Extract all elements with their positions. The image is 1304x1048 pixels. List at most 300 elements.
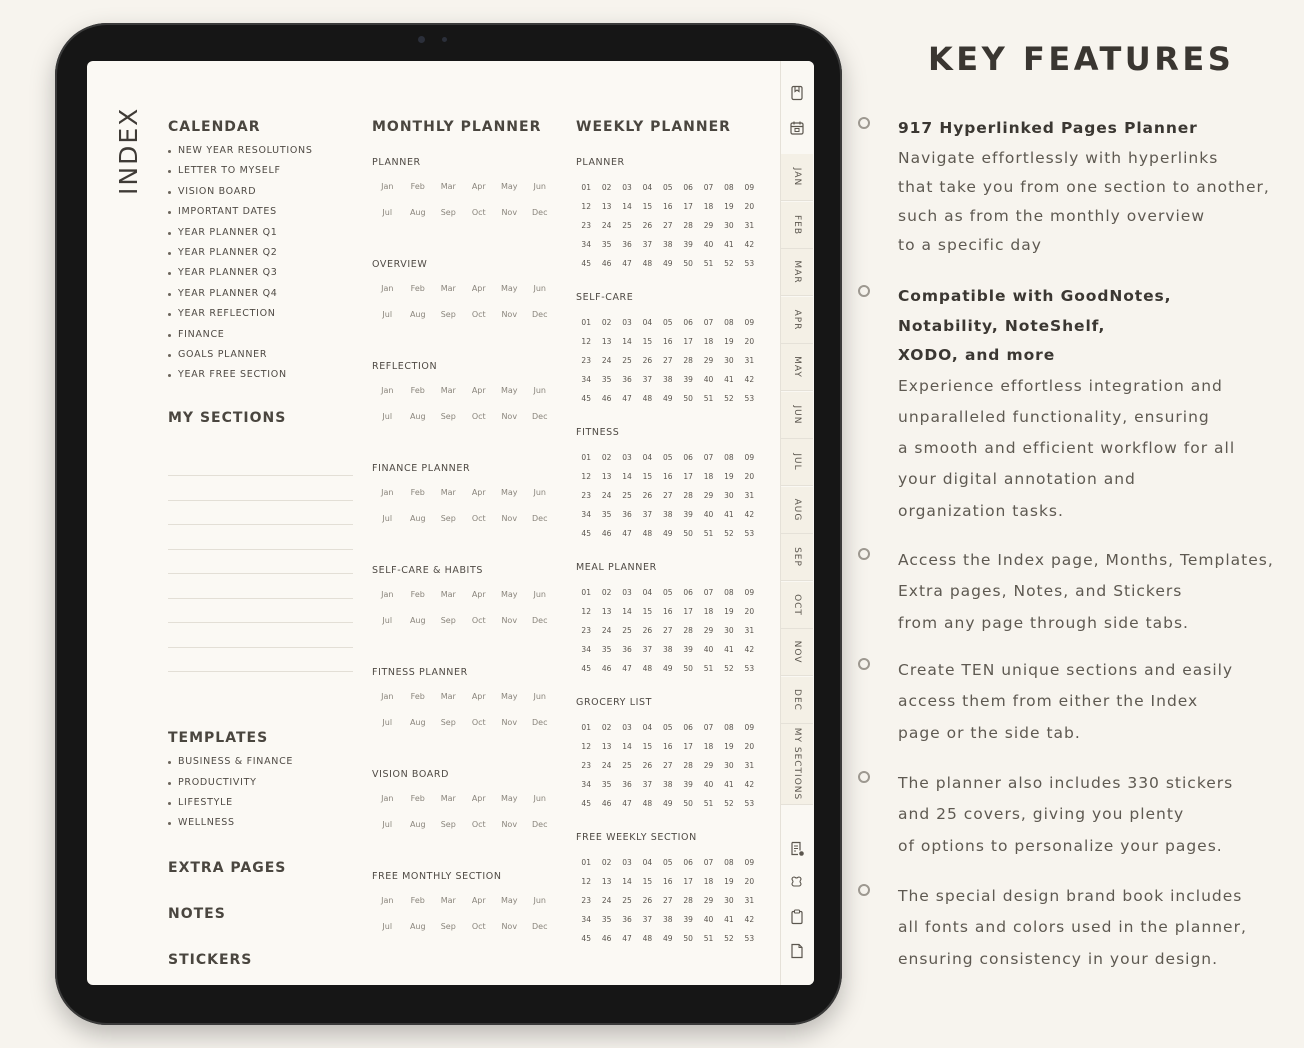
week-link[interactable]: 05 [662, 318, 673, 327]
week-link[interactable]: 28 [683, 896, 693, 905]
week-link[interactable]: 51 [703, 259, 714, 268]
week-link[interactable]: 18 [703, 607, 714, 616]
week-link[interactable]: 15 [642, 337, 653, 346]
calendar-item[interactable]: YEAR PLANNER Q3 [168, 263, 353, 283]
week-link[interactable]: 02 [601, 858, 612, 867]
month-link[interactable]: Mar [440, 590, 456, 599]
week-link[interactable]: 02 [601, 183, 612, 192]
week-link[interactable]: 47 [622, 529, 632, 538]
week-link[interactable]: 08 [724, 588, 734, 597]
week-link[interactable]: 30 [724, 491, 734, 500]
week-link[interactable]: 30 [724, 221, 734, 230]
week-link[interactable]: 34 [581, 780, 591, 789]
month-link[interactable]: Feb [410, 284, 425, 293]
week-link[interactable]: 06 [683, 453, 693, 462]
month-link[interactable]: Apr [471, 182, 486, 191]
week-link[interactable]: 19 [724, 337, 734, 346]
weekly-block-label[interactable]: GROCERY LIST [576, 697, 653, 708]
monthly-planner-heading[interactable]: MONTHLY PLANNER [372, 119, 542, 135]
week-link[interactable]: 31 [744, 491, 755, 500]
week-link[interactable]: 09 [744, 723, 755, 732]
week-link[interactable]: 01 [581, 858, 591, 867]
month-link[interactable]: May [500, 590, 518, 599]
month-link[interactable]: Nov [501, 718, 518, 727]
week-link[interactable]: 36 [622, 915, 632, 924]
week-link[interactable]: 04 [642, 183, 653, 192]
month-link[interactable]: Oct [471, 718, 486, 727]
week-link[interactable]: 23 [581, 491, 591, 500]
week-link[interactable]: 31 [744, 356, 755, 365]
week-link[interactable]: 06 [683, 858, 693, 867]
week-link[interactable]: 16 [662, 607, 673, 616]
week-link[interactable]: 52 [724, 934, 734, 943]
week-link[interactable]: 24 [601, 356, 612, 365]
month-link[interactable]: Sep [440, 718, 456, 727]
week-link[interactable]: 23 [581, 626, 591, 635]
week-link[interactable]: 46 [601, 664, 612, 673]
month-link[interactable]: May [500, 794, 518, 803]
week-link[interactable]: 06 [683, 723, 693, 732]
week-link[interactable]: 08 [724, 183, 734, 192]
week-link[interactable]: 30 [724, 761, 734, 770]
week-link[interactable]: 07 [703, 318, 714, 327]
week-link[interactable]: 53 [744, 664, 755, 673]
month-link[interactable]: Sep [440, 922, 456, 931]
template-item[interactable]: LIFESTYLE [168, 793, 353, 813]
month-link[interactable]: Jun [533, 284, 546, 293]
week-link[interactable]: 07 [703, 183, 714, 192]
week-link[interactable]: 38 [662, 780, 673, 789]
calendar-item[interactable]: YEAR FREE SECTION [168, 365, 353, 385]
week-link[interactable]: 41 [724, 915, 734, 924]
side-tab[interactable] [781, 154, 813, 201]
week-link[interactable]: 52 [724, 529, 734, 538]
week-link[interactable]: 30 [724, 356, 734, 365]
week-link[interactable]: 25 [622, 491, 632, 500]
side-tab[interactable] [781, 724, 813, 805]
stickers-link[interactable]: STICKERS [168, 951, 253, 968]
month-link[interactable]: Oct [471, 208, 486, 217]
month-link[interactable]: Dec [532, 820, 548, 829]
clipboard-icon[interactable] [789, 909, 805, 925]
week-link[interactable]: 12 [581, 337, 591, 346]
section-line[interactable] [168, 648, 353, 673]
week-link[interactable]: 25 [622, 896, 632, 905]
month-link[interactable]: Aug [409, 718, 426, 727]
week-link[interactable]: 40 [703, 645, 714, 654]
week-link[interactable]: 13 [601, 337, 612, 346]
month-link[interactable]: Mar [440, 692, 456, 701]
template-item[interactable]: PRODUCTIVITY [168, 773, 353, 793]
week-link[interactable]: 03 [622, 588, 632, 597]
week-link[interactable]: 40 [703, 510, 714, 519]
month-link[interactable]: May [500, 182, 518, 191]
week-link[interactable]: 05 [662, 858, 673, 867]
month-link[interactable]: Apr [471, 794, 486, 803]
week-link[interactable]: 25 [622, 761, 632, 770]
week-link[interactable]: 50 [683, 529, 693, 538]
week-link[interactable]: 28 [683, 491, 693, 500]
week-link[interactable]: 03 [622, 318, 632, 327]
week-link[interactable]: 46 [601, 394, 612, 403]
side-tab[interactable] [781, 677, 813, 724]
month-link[interactable]: Dec [532, 922, 548, 931]
month-link[interactable]: Sep [440, 616, 456, 625]
week-link[interactable]: 46 [601, 259, 612, 268]
week-link[interactable]: 51 [703, 529, 714, 538]
sticker-icon[interactable] [789, 875, 805, 891]
week-link[interactable]: 19 [724, 607, 734, 616]
week-link[interactable]: 26 [642, 491, 653, 500]
section-line[interactable] [168, 574, 353, 599]
week-link[interactable]: 37 [642, 915, 653, 924]
month-link[interactable]: Aug [409, 310, 426, 319]
week-link[interactable]: 17 [683, 742, 693, 751]
week-link[interactable]: 16 [662, 877, 673, 886]
week-link[interactable]: 35 [601, 240, 612, 249]
calendar-item[interactable]: YEAR PLANNER Q2 [168, 243, 353, 263]
month-link[interactable]: Aug [409, 616, 426, 625]
week-link[interactable]: 35 [601, 510, 612, 519]
month-link[interactable]: Dec [532, 412, 548, 421]
week-link[interactable]: 49 [662, 799, 673, 808]
week-link[interactable]: 38 [662, 240, 673, 249]
week-link[interactable]: 15 [642, 742, 653, 751]
my-sections-heading[interactable]: MY SECTIONS [168, 409, 287, 426]
month-link[interactable]: Feb [410, 386, 425, 395]
week-link[interactable]: 01 [581, 453, 591, 462]
week-link[interactable]: 05 [662, 183, 673, 192]
week-link[interactable]: 25 [622, 356, 632, 365]
week-link[interactable]: 41 [724, 645, 734, 654]
month-link[interactable]: Mar [440, 488, 456, 497]
month-link[interactable]: Nov [501, 412, 518, 421]
week-link[interactable]: 42 [744, 780, 755, 789]
week-link[interactable]: 37 [642, 510, 653, 519]
week-link[interactable]: 24 [601, 626, 612, 635]
week-link[interactable]: 28 [683, 761, 693, 770]
month-link[interactable]: Aug [409, 412, 426, 421]
month-link[interactable]: Nov [501, 922, 518, 931]
month-link[interactable]: May [500, 386, 518, 395]
month-link[interactable]: Aug [409, 514, 426, 523]
week-link[interactable]: 01 [581, 183, 591, 192]
week-link[interactable]: 13 [601, 202, 612, 211]
week-link[interactable]: 42 [744, 915, 755, 924]
week-link[interactable]: 38 [662, 915, 673, 924]
monthly-block-label[interactable]: OVERVIEW [372, 259, 428, 270]
month-link[interactable]: Feb [410, 590, 425, 599]
week-link[interactable]: 07 [703, 723, 714, 732]
month-link[interactable]: Nov [501, 820, 518, 829]
month-link[interactable]: Jul [382, 616, 393, 625]
month-link[interactable]: Jun [533, 386, 546, 395]
week-link[interactable]: 09 [744, 318, 755, 327]
month-link[interactable]: Sep [440, 208, 456, 217]
calendar-item[interactable]: LETTER TO MYSELF [168, 161, 353, 181]
week-link[interactable]: 23 [581, 221, 591, 230]
templates-heading[interactable]: TEMPLATES [168, 730, 269, 747]
week-link[interactable]: 36 [622, 645, 632, 654]
monthly-block-label[interactable]: SELF-CARE & HABITS [372, 565, 483, 576]
month-link[interactable]: Mar [440, 794, 456, 803]
month-link[interactable]: Aug [409, 208, 426, 217]
week-link[interactable]: 42 [744, 510, 755, 519]
section-line[interactable] [168, 623, 353, 648]
side-tab[interactable] [781, 534, 813, 581]
month-link[interactable]: Aug [409, 922, 426, 931]
month-link[interactable]: Apr [471, 284, 486, 293]
month-link[interactable]: Jul [382, 412, 393, 421]
week-link[interactable]: 26 [642, 896, 653, 905]
calendar-item[interactable]: YEAR PLANNER Q4 [168, 284, 353, 304]
week-link[interactable]: 16 [662, 337, 673, 346]
week-link[interactable]: 15 [642, 472, 653, 481]
monthly-block-label[interactable]: PLANNER [372, 157, 421, 168]
week-link[interactable]: 31 [744, 626, 755, 635]
week-link[interactable]: 24 [601, 491, 612, 500]
week-link[interactable]: 24 [601, 221, 612, 230]
week-link[interactable]: 34 [581, 375, 591, 384]
week-link[interactable]: 09 [744, 183, 755, 192]
week-link[interactable]: 12 [581, 877, 591, 886]
week-link[interactable]: 12 [581, 607, 591, 616]
week-link[interactable]: 17 [683, 337, 693, 346]
week-link[interactable]: 20 [744, 202, 755, 211]
section-line[interactable] [168, 452, 353, 477]
week-link[interactable]: 07 [703, 453, 714, 462]
monthly-block-label[interactable]: VISION BOARD [372, 769, 450, 780]
week-link[interactable]: 41 [724, 240, 734, 249]
week-link[interactable]: 36 [622, 510, 632, 519]
monthly-block-label[interactable]: FITNESS PLANNER [372, 667, 468, 678]
month-link[interactable]: Jan [381, 590, 394, 599]
week-link[interactable]: 50 [683, 664, 693, 673]
week-link[interactable]: 17 [683, 877, 693, 886]
month-link[interactable]: Feb [410, 182, 425, 191]
week-link[interactable]: 13 [601, 742, 612, 751]
week-link[interactable]: 46 [601, 799, 612, 808]
week-link[interactable]: 24 [601, 896, 612, 905]
week-link[interactable]: 01 [581, 723, 591, 732]
week-link[interactable]: 27 [662, 491, 673, 500]
side-tab[interactable] [781, 629, 813, 676]
week-link[interactable]: 45 [581, 934, 591, 943]
calendar-item[interactable]: YEAR PLANNER Q1 [168, 223, 353, 243]
month-link[interactable]: Dec [532, 310, 548, 319]
month-link[interactable]: Apr [471, 896, 486, 905]
week-link[interactable]: 52 [724, 259, 734, 268]
week-link[interactable]: 29 [703, 761, 714, 770]
week-link[interactable]: 53 [744, 934, 755, 943]
week-link[interactable]: 47 [622, 799, 632, 808]
week-link[interactable]: 12 [581, 742, 591, 751]
month-link[interactable]: Oct [471, 412, 486, 421]
week-link[interactable]: 25 [622, 626, 632, 635]
section-line[interactable] [168, 501, 353, 526]
index-title[interactable]: INDEX [114, 106, 143, 195]
month-link[interactable]: May [500, 284, 518, 293]
month-link[interactable]: Apr [471, 692, 486, 701]
week-link[interactable]: 37 [642, 240, 653, 249]
week-link[interactable]: 51 [703, 799, 714, 808]
month-link[interactable]: Jun [533, 896, 546, 905]
week-link[interactable]: 19 [724, 202, 734, 211]
week-link[interactable]: 49 [662, 934, 673, 943]
calendar-heading[interactable]: CALENDAR [168, 119, 261, 135]
week-link[interactable]: 20 [744, 742, 755, 751]
week-link[interactable]: 19 [724, 742, 734, 751]
week-link[interactable]: 16 [662, 472, 673, 481]
month-link[interactable]: Sep [440, 412, 456, 421]
week-link[interactable]: 39 [683, 510, 693, 519]
weekly-planner-heading[interactable]: WEEKLY PLANNER [576, 119, 731, 135]
weekly-block-label[interactable]: PLANNER [576, 157, 625, 168]
week-link[interactable]: 24 [601, 761, 612, 770]
week-link[interactable]: 31 [744, 761, 755, 770]
week-link[interactable]: 02 [601, 318, 612, 327]
week-link[interactable]: 18 [703, 877, 714, 886]
week-link[interactable]: 47 [622, 259, 632, 268]
month-link[interactable]: Apr [471, 488, 486, 497]
month-link[interactable]: Nov [501, 616, 518, 625]
week-link[interactable]: 36 [622, 375, 632, 384]
week-link[interactable]: 08 [724, 453, 734, 462]
week-link[interactable]: 37 [642, 780, 653, 789]
week-link[interactable]: 51 [703, 934, 714, 943]
week-link[interactable]: 48 [642, 259, 653, 268]
week-link[interactable]: 13 [601, 607, 612, 616]
calendar-item[interactable]: FINANCE [168, 325, 353, 345]
month-link[interactable]: Sep [440, 310, 456, 319]
month-link[interactable]: Aug [409, 820, 426, 829]
week-link[interactable]: 27 [662, 761, 673, 770]
week-link[interactable]: 53 [744, 259, 755, 268]
month-link[interactable]: Dec [532, 616, 548, 625]
month-link[interactable]: Dec [532, 718, 548, 727]
week-link[interactable]: 18 [703, 472, 714, 481]
week-link[interactable]: 52 [724, 664, 734, 673]
week-link[interactable]: 52 [724, 799, 734, 808]
month-link[interactable]: Nov [501, 310, 518, 319]
week-link[interactable]: 27 [662, 626, 673, 635]
week-link[interactable]: 26 [642, 626, 653, 635]
calendar-item[interactable]: VISION BOARD [168, 182, 353, 202]
week-link[interactable]: 48 [642, 934, 653, 943]
week-link[interactable]: 16 [662, 202, 673, 211]
week-link[interactable]: 42 [744, 375, 755, 384]
week-link[interactable]: 12 [581, 202, 591, 211]
week-link[interactable]: 40 [703, 240, 714, 249]
side-tab[interactable] [781, 297, 813, 344]
week-link[interactable]: 39 [683, 240, 693, 249]
week-link[interactable]: 34 [581, 510, 591, 519]
month-link[interactable]: May [500, 488, 518, 497]
week-link[interactable]: 47 [622, 934, 632, 943]
week-link[interactable]: 25 [622, 221, 632, 230]
month-link[interactable]: Jul [382, 310, 393, 319]
week-link[interactable]: 13 [601, 472, 612, 481]
week-link[interactable]: 09 [744, 588, 755, 597]
side-tab[interactable] [781, 202, 813, 249]
section-line[interactable] [168, 550, 353, 575]
week-link[interactable]: 23 [581, 356, 591, 365]
week-link[interactable]: 01 [581, 588, 591, 597]
week-link[interactable]: 53 [744, 394, 755, 403]
week-link[interactable]: 46 [601, 934, 612, 943]
week-link[interactable]: 40 [703, 375, 714, 384]
monthly-block-label[interactable]: FINANCE PLANNER [372, 463, 471, 474]
weekly-block-label[interactable]: SELF-CARE [576, 292, 634, 303]
week-link[interactable]: 16 [662, 742, 673, 751]
week-link[interactable]: 05 [662, 453, 673, 462]
week-link[interactable]: 29 [703, 626, 714, 635]
week-link[interactable]: 45 [581, 664, 591, 673]
weekly-block-label[interactable]: MEAL PLANNER [576, 562, 657, 573]
week-link[interactable]: 42 [744, 645, 755, 654]
week-link[interactable]: 29 [703, 491, 714, 500]
week-link[interactable]: 34 [581, 645, 591, 654]
week-link[interactable]: 05 [662, 588, 673, 597]
week-link[interactable]: 17 [683, 202, 693, 211]
month-link[interactable]: Mar [440, 386, 456, 395]
week-link[interactable]: 50 [683, 259, 693, 268]
week-link[interactable]: 45 [581, 259, 591, 268]
monthly-block-label[interactable]: REFLECTION [372, 361, 438, 372]
side-tab[interactable] [781, 582, 813, 629]
month-link[interactable]: Feb [410, 692, 425, 701]
calendar-item[interactable]: GOALS PLANNER [168, 345, 353, 365]
month-link[interactable]: Jul [382, 208, 393, 217]
week-link[interactable]: 49 [662, 394, 673, 403]
week-link[interactable]: 41 [724, 510, 734, 519]
week-link[interactable]: 04 [642, 858, 653, 867]
week-link[interactable]: 34 [581, 240, 591, 249]
week-link[interactable]: 03 [622, 858, 632, 867]
week-link[interactable]: 12 [581, 472, 591, 481]
side-tab[interactable] [781, 344, 813, 391]
week-link[interactable]: 06 [683, 588, 693, 597]
bookmark-icon[interactable] [789, 85, 805, 101]
week-link[interactable]: 53 [744, 799, 755, 808]
month-link[interactable]: Feb [410, 794, 425, 803]
month-link[interactable]: Oct [471, 922, 486, 931]
extra-pages-link[interactable]: EXTRA PAGES [168, 859, 287, 876]
month-link[interactable]: Jun [533, 794, 546, 803]
week-link[interactable]: 35 [601, 780, 612, 789]
notes-add-icon[interactable] [789, 841, 805, 857]
week-link[interactable]: 01 [581, 318, 591, 327]
weekly-block-label[interactable]: FREE WEEKLY SECTION [576, 832, 697, 843]
week-link[interactable]: 48 [642, 529, 653, 538]
week-link[interactable]: 35 [601, 375, 612, 384]
template-item[interactable]: WELLNESS [168, 813, 353, 833]
week-link[interactable]: 02 [601, 723, 612, 732]
week-link[interactable]: 20 [744, 877, 755, 886]
week-link[interactable]: 14 [622, 607, 632, 616]
week-link[interactable]: 08 [724, 318, 734, 327]
week-link[interactable]: 27 [662, 896, 673, 905]
month-link[interactable]: Jan [381, 692, 394, 701]
week-link[interactable]: 48 [642, 799, 653, 808]
month-link[interactable]: Jan [381, 386, 394, 395]
week-link[interactable]: 28 [683, 356, 693, 365]
month-link[interactable]: Jun [533, 182, 546, 191]
week-link[interactable]: 39 [683, 780, 693, 789]
month-link[interactable]: Jun [533, 488, 546, 497]
week-link[interactable]: 20 [744, 472, 755, 481]
calendar-item[interactable]: IMPORTANT DATES [168, 202, 353, 222]
